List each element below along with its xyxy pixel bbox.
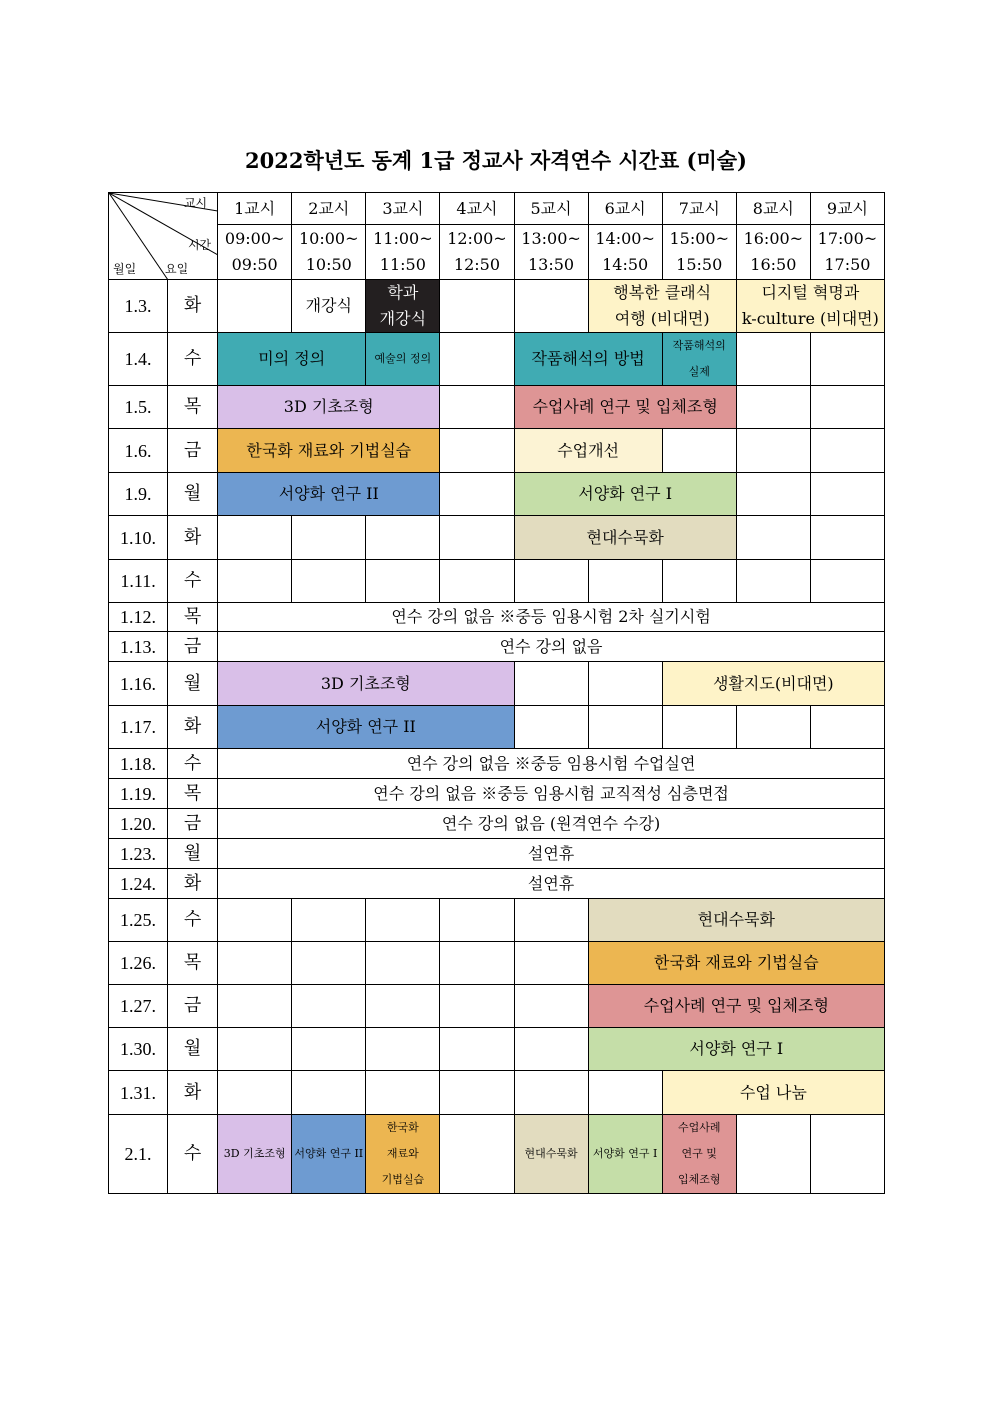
session-cell: 한국화 재료와 기법실습 — [588, 942, 884, 985]
empty-cell — [440, 516, 514, 560]
weekday-cell: 화 — [168, 1071, 218, 1115]
date-cell: 1.19. — [109, 779, 168, 809]
table-row — [109, 429, 885, 473]
empty-cell — [440, 985, 514, 1028]
weekday-cell: 수 — [168, 560, 218, 603]
empty-cell — [514, 706, 588, 749]
date-cell: 1.12. — [109, 603, 168, 632]
table-row — [109, 603, 885, 632]
empty-cell — [810, 429, 884, 473]
table-row — [109, 1115, 885, 1194]
table-row — [109, 985, 885, 1028]
empty-cell — [810, 386, 884, 429]
session-cell: 미의 정의 — [218, 333, 366, 386]
empty-cell — [366, 516, 440, 560]
session-cell: 예술의 정의 — [366, 333, 440, 386]
time-header-4: 12:00~ 12:50 — [440, 225, 514, 280]
time-header-9: 17:00~ 17:50 — [810, 225, 884, 280]
empty-cell — [736, 706, 810, 749]
weekday-cell: 월 — [168, 1028, 218, 1071]
session-cell: 3D 기초조형 — [218, 386, 440, 429]
weekday-cell: 목 — [168, 779, 218, 809]
table-row — [109, 1028, 885, 1071]
date-cell: 1.5. — [109, 386, 168, 429]
empty-cell — [292, 1028, 366, 1071]
date-cell: 1.20. — [109, 809, 168, 839]
session-cell: 개강식 — [292, 280, 366, 333]
empty-cell — [514, 1071, 588, 1115]
empty-cell — [218, 899, 292, 942]
empty-cell — [588, 560, 662, 603]
empty-cell — [366, 1071, 440, 1115]
empty-cell — [810, 516, 884, 560]
period-header-7: 7교시 — [662, 193, 736, 225]
empty-cell — [514, 1028, 588, 1071]
empty-cell — [662, 706, 736, 749]
session-cell: 학과 개강식 — [366, 280, 440, 333]
session-cell: 디지털 혁명과 k-culture (비대면) — [736, 280, 884, 333]
table-row — [109, 869, 885, 899]
session-cell: 서양화 연구 II — [292, 1115, 366, 1194]
table-row — [109, 386, 885, 429]
weekday-cell: 월 — [168, 839, 218, 869]
empty-cell — [588, 662, 662, 706]
weekday-cell: 목 — [168, 603, 218, 632]
empty-cell — [292, 1071, 366, 1115]
session-cell: 서양화 연구 II — [218, 706, 514, 749]
empty-cell — [218, 560, 292, 603]
timetable — [108, 192, 885, 1194]
empty-cell — [810, 560, 884, 603]
date-cell: 1.25. — [109, 899, 168, 942]
session-cell: 수업개선 — [514, 429, 662, 473]
weekday-cell: 금 — [168, 632, 218, 662]
table-row — [109, 942, 885, 985]
table-row — [109, 899, 885, 942]
session-cell: 3D 기초조형 — [218, 662, 514, 706]
empty-cell — [218, 1028, 292, 1071]
table-row — [109, 473, 885, 516]
table-row — [109, 749, 885, 779]
corner-time-label: 시간 — [187, 238, 212, 252]
date-cell: 1.6. — [109, 429, 168, 473]
table-row — [109, 516, 885, 560]
empty-cell — [514, 985, 588, 1028]
date-cell: 1.10. — [109, 516, 168, 560]
empty-cell — [218, 280, 292, 333]
time-header-3: 11:00~ 11:50 — [366, 225, 440, 280]
session-cell: 현대수묵화 — [514, 516, 736, 560]
empty-cell — [440, 1115, 514, 1194]
session-cell: 행복한 클래식 여행 (비대면) — [588, 280, 736, 333]
weekday-cell: 수 — [168, 333, 218, 386]
empty-cell — [292, 516, 366, 560]
session-cell: 수업사례 연구 및 입체조형 — [662, 1115, 736, 1194]
empty-cell — [662, 560, 736, 603]
date-cell: 1.23. — [109, 839, 168, 869]
empty-cell — [366, 560, 440, 603]
time-header-8: 16:00~ 16:50 — [736, 225, 810, 280]
period-header-6: 6교시 — [588, 193, 662, 225]
session-cell: 연수 강의 없음 ※중등 임용시험 교직적성 심층면접 — [218, 779, 885, 809]
period-header-9: 9교시 — [810, 193, 884, 225]
weekday-cell: 수 — [168, 899, 218, 942]
empty-cell — [366, 985, 440, 1028]
empty-cell — [440, 333, 514, 386]
corner-period-label: 교시 — [183, 196, 208, 210]
period-header-4: 4교시 — [440, 193, 514, 225]
empty-cell — [366, 942, 440, 985]
date-cell: 1.13. — [109, 632, 168, 662]
empty-cell — [440, 899, 514, 942]
empty-cell — [736, 560, 810, 603]
table-row — [109, 706, 885, 749]
empty-cell — [218, 985, 292, 1028]
empty-cell — [514, 280, 588, 333]
session-cell: 서양화 연구 I — [588, 1028, 884, 1071]
table-row — [109, 809, 885, 839]
empty-cell — [366, 899, 440, 942]
weekday-cell: 목 — [168, 386, 218, 429]
session-cell: 설연휴 — [218, 839, 885, 869]
empty-cell — [440, 1028, 514, 1071]
date-cell: 1.26. — [109, 942, 168, 985]
empty-cell — [736, 1115, 810, 1194]
table-row — [109, 779, 885, 809]
empty-cell — [736, 516, 810, 560]
table-row — [109, 632, 885, 662]
empty-cell — [514, 662, 588, 706]
session-cell: 수업 나눔 — [662, 1071, 884, 1115]
table-row — [109, 333, 885, 386]
session-cell: 수업사례 연구 및 입체조형 — [588, 985, 884, 1028]
empty-cell — [440, 560, 514, 603]
session-cell: 수업사례 연구 및 입체조형 — [514, 386, 736, 429]
weekday-cell: 월 — [168, 662, 218, 706]
session-cell: 생활지도(비대면) — [662, 662, 884, 706]
corner-day-label: 요일 — [165, 262, 189, 276]
time-header-1: 09:00~ 09:50 — [218, 225, 292, 280]
time-header-2: 10:00~ 10:50 — [292, 225, 366, 280]
period-header-5: 5교시 — [514, 193, 588, 225]
session-cell: 3D 기초조형 — [218, 1115, 292, 1194]
session-cell: 작품해석의 실제 — [662, 333, 736, 386]
empty-cell — [292, 560, 366, 603]
period-header-1: 1교시 — [218, 193, 292, 225]
empty-cell — [514, 942, 588, 985]
period-header-8: 8교시 — [736, 193, 810, 225]
empty-cell — [736, 429, 810, 473]
weekday-cell: 금 — [168, 429, 218, 473]
date-cell: 1.27. — [109, 985, 168, 1028]
period-header-3: 3교시 — [366, 193, 440, 225]
date-cell: 1.31. — [109, 1071, 168, 1115]
empty-cell — [588, 1071, 662, 1115]
session-cell: 연수 강의 없음 (원격연수 수강) — [218, 809, 885, 839]
date-cell: 1.30. — [109, 1028, 168, 1071]
session-cell: 한국화 재료와 기법실습 — [366, 1115, 440, 1194]
weekday-cell: 수 — [168, 1115, 218, 1194]
date-cell: 2.1. — [109, 1115, 168, 1194]
empty-cell — [440, 280, 514, 333]
empty-cell — [736, 473, 810, 516]
date-cell: 1.9. — [109, 473, 168, 516]
date-cell: 1.17. — [109, 706, 168, 749]
weekday-cell: 월 — [168, 473, 218, 516]
empty-cell — [218, 1071, 292, 1115]
session-cell: 한국화 재료와 기법실습 — [218, 429, 440, 473]
empty-cell — [292, 899, 366, 942]
date-cell: 1.16. — [109, 662, 168, 706]
empty-cell — [736, 333, 810, 386]
empty-cell — [218, 942, 292, 985]
weekday-cell: 화 — [168, 706, 218, 749]
table-row — [109, 1071, 885, 1115]
empty-cell — [292, 985, 366, 1028]
date-cell: 1.11. — [109, 560, 168, 603]
date-cell: 1.3. — [109, 280, 168, 333]
empty-cell — [514, 899, 588, 942]
table-row — [109, 280, 885, 333]
session-cell: 작품해석의 방법 — [514, 333, 662, 386]
empty-cell — [366, 1028, 440, 1071]
session-cell: 연수 강의 없음 — [218, 632, 885, 662]
corner-date-label: 월일 — [113, 262, 137, 276]
empty-cell — [662, 429, 736, 473]
session-cell: 설연휴 — [218, 869, 885, 899]
session-cell: 연수 강의 없음 ※중등 임용시험 2차 실기시험 — [218, 603, 885, 632]
date-cell: 1.18. — [109, 749, 168, 779]
weekday-cell: 화 — [168, 869, 218, 899]
empty-cell — [588, 706, 662, 749]
empty-cell — [218, 516, 292, 560]
empty-cell — [440, 386, 514, 429]
table-row — [109, 839, 885, 869]
table-row — [109, 560, 885, 603]
weekday-cell: 금 — [168, 985, 218, 1028]
header-corner-cell — [109, 193, 218, 280]
session-cell: 서양화 연구 I — [514, 473, 736, 516]
session-cell: 서양화 연구 I — [588, 1115, 662, 1194]
time-header-7: 15:00~ 15:50 — [662, 225, 736, 280]
weekday-cell: 수 — [168, 749, 218, 779]
weekday-cell: 화 — [168, 280, 218, 333]
empty-cell — [440, 1071, 514, 1115]
session-cell: 현대수묵화 — [514, 1115, 588, 1194]
document-title: 2022학년도 동계 1급 정교사 자격연수 시간표 (미술) — [245, 148, 747, 173]
empty-cell — [440, 473, 514, 516]
date-cell: 1.24. — [109, 869, 168, 899]
session-cell: 현대수묵화 — [588, 899, 884, 942]
time-header-6: 14:00~ 14:50 — [588, 225, 662, 280]
empty-cell — [292, 942, 366, 985]
empty-cell — [810, 1115, 884, 1194]
weekday-cell: 화 — [168, 516, 218, 560]
date-cell: 1.4. — [109, 333, 168, 386]
empty-cell — [810, 706, 884, 749]
empty-cell — [440, 942, 514, 985]
empty-cell — [440, 429, 514, 473]
period-header-2: 2교시 — [292, 193, 366, 225]
empty-cell — [736, 386, 810, 429]
empty-cell — [810, 473, 884, 516]
session-cell: 연수 강의 없음 ※중등 임용시험 수업실연 — [218, 749, 885, 779]
weekday-cell: 목 — [168, 942, 218, 985]
weekday-cell: 금 — [168, 809, 218, 839]
session-cell: 서양화 연구 II — [218, 473, 440, 516]
time-header-5: 13:00~ 13:50 — [514, 225, 588, 280]
table-row — [109, 662, 885, 706]
empty-cell — [810, 333, 884, 386]
empty-cell — [514, 560, 588, 603]
